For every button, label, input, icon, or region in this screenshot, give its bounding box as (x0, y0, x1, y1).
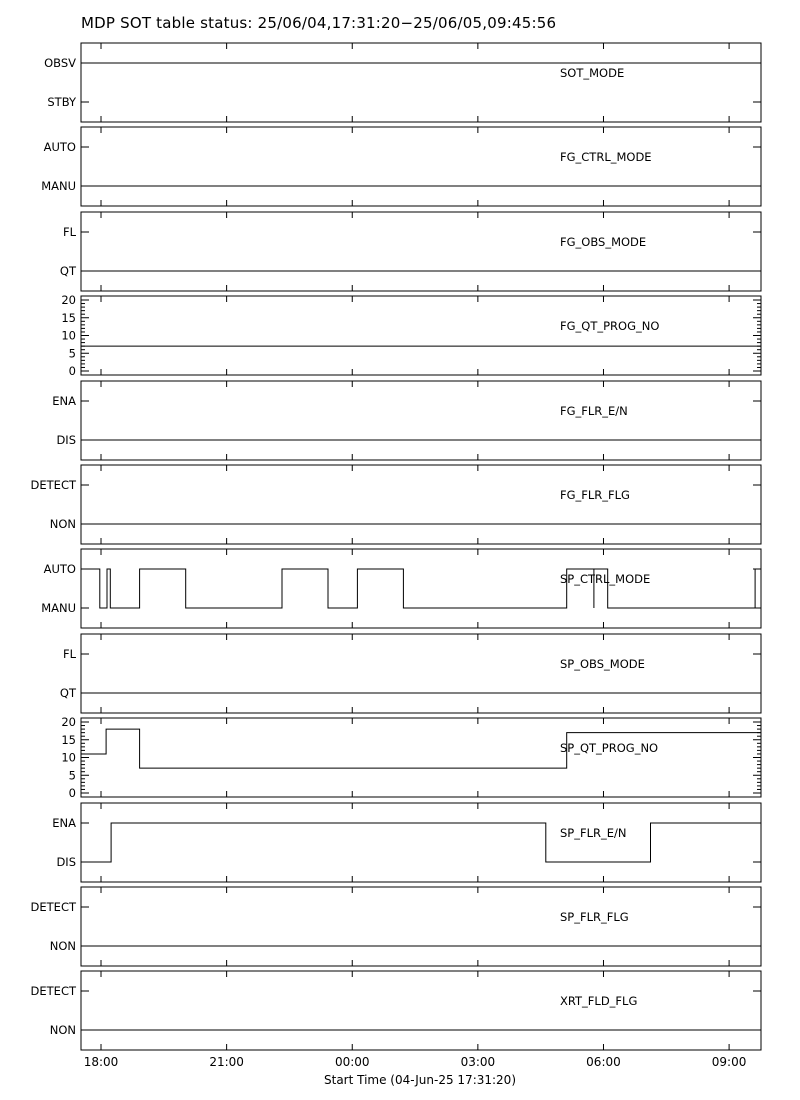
series-line (81, 823, 761, 862)
panel-sp-ctrl-mode (41, 549, 761, 628)
panel-label: SP_FLR_E/N (560, 826, 627, 840)
panel-frame (81, 803, 761, 882)
y-tick-label: FL (62, 225, 76, 239)
x-tick-label: 09:00 (711, 1055, 747, 1069)
panel-frame (81, 43, 761, 122)
panel-label: SOT_MODE (560, 66, 625, 80)
y-tick-label: 10 (61, 328, 76, 343)
panel-frame (81, 549, 761, 628)
x-tick-label: 21:00 (209, 1055, 244, 1069)
y-tick-label: QT (59, 686, 76, 700)
panel-frame (81, 212, 761, 291)
panel-fg-flr-e-n (52, 381, 761, 460)
y-tick-label: 20 (61, 715, 76, 729)
panel-sp-qt-prog-no (61, 715, 761, 800)
panel-label: SP_QT_PROG_NO (560, 741, 659, 755)
x-tick-label: 06:00 (586, 1055, 621, 1069)
panel-frame (81, 296, 761, 375)
y-tick-label: 5 (68, 768, 76, 783)
panel-frame (81, 381, 761, 460)
panel-frame (81, 971, 761, 1050)
panel-label: FG_QT_PROG_NO (560, 319, 660, 333)
page-title: MDP SOT table status: 25/06/04,17:31:20−25/06/05,09:45:56 (81, 14, 557, 32)
series-line (81, 569, 761, 608)
x-tick-label: 18:00 (83, 1055, 119, 1069)
y-tick-label: ENA (52, 394, 76, 408)
panel-frame (81, 718, 761, 797)
panel-label: XRT_FLD_FLG (560, 994, 638, 1008)
panel-sp-obs-mode (60, 634, 761, 713)
panel-label: FG_FLR_FLG (560, 488, 630, 502)
y-tick-label: 15 (61, 310, 76, 325)
y-tick-label: 0 (68, 786, 76, 800)
panel-label: FG_FLR_E/N (560, 404, 628, 418)
panel-label: SP_OBS_MODE (560, 657, 645, 671)
x-axis (84, 1055, 747, 1069)
y-tick-label: QT (59, 264, 76, 278)
y-tick-label: AUTO (43, 140, 76, 154)
y-tick-label: DIS (56, 433, 76, 447)
x-tick-label: 00:00 (334, 1055, 370, 1069)
y-tick-label: NON (49, 1023, 76, 1037)
panel-label: SP_FLR_FLG (560, 910, 629, 924)
panel-frame (81, 887, 761, 966)
y-tick-label: FL (62, 647, 76, 661)
y-tick-label: MANU (41, 601, 76, 615)
x-tick-label: 03:00 (460, 1055, 496, 1069)
y-tick-label: DIS (56, 855, 76, 869)
panel-sp-flr-e-n (52, 803, 761, 882)
series-line (81, 729, 761, 768)
panel-frame (81, 465, 761, 544)
y-tick-label: DETECT (30, 900, 76, 914)
panel-xrt-fld-flg (31, 971, 761, 1050)
panel-fg-flr-flg (31, 465, 761, 544)
y-tick-label: 0 (68, 364, 76, 378)
y-tick-label: 15 (61, 732, 76, 747)
panel-sp-flr-flg (31, 887, 761, 966)
y-tick-label: MANU (41, 179, 76, 193)
panel-frame (81, 634, 761, 713)
chart-panels (31, 43, 761, 1050)
panel-fg-obs-mode (60, 212, 761, 291)
y-tick-label: STBY (47, 95, 76, 109)
panel-label: FG_CTRL_MODE (560, 150, 652, 164)
x-axis-title: Start Time (04-Jun-25 17:31:20) (324, 1073, 516, 1087)
y-tick-label: DETECT (30, 984, 76, 998)
panel-label: FG_OBS_MODE (560, 235, 647, 249)
y-tick-label: 20 (61, 293, 76, 307)
y-tick-label: NON (49, 939, 76, 953)
y-tick-label: NON (49, 517, 76, 531)
y-tick-label: AUTO (43, 562, 76, 576)
panel-sot-mode (44, 43, 761, 122)
y-tick-label: 5 (68, 346, 76, 361)
panel-fg-ctrl-mode (41, 127, 761, 206)
y-tick-label: ENA (52, 816, 76, 830)
y-tick-label: 10 (61, 750, 76, 765)
panel-fg-qt-prog-no (61, 293, 761, 378)
panel-frame (81, 127, 761, 206)
panel-label: SP_CTRL_MODE (560, 572, 651, 586)
y-tick-label: OBSV (44, 56, 76, 70)
y-tick-label: DETECT (30, 478, 76, 492)
